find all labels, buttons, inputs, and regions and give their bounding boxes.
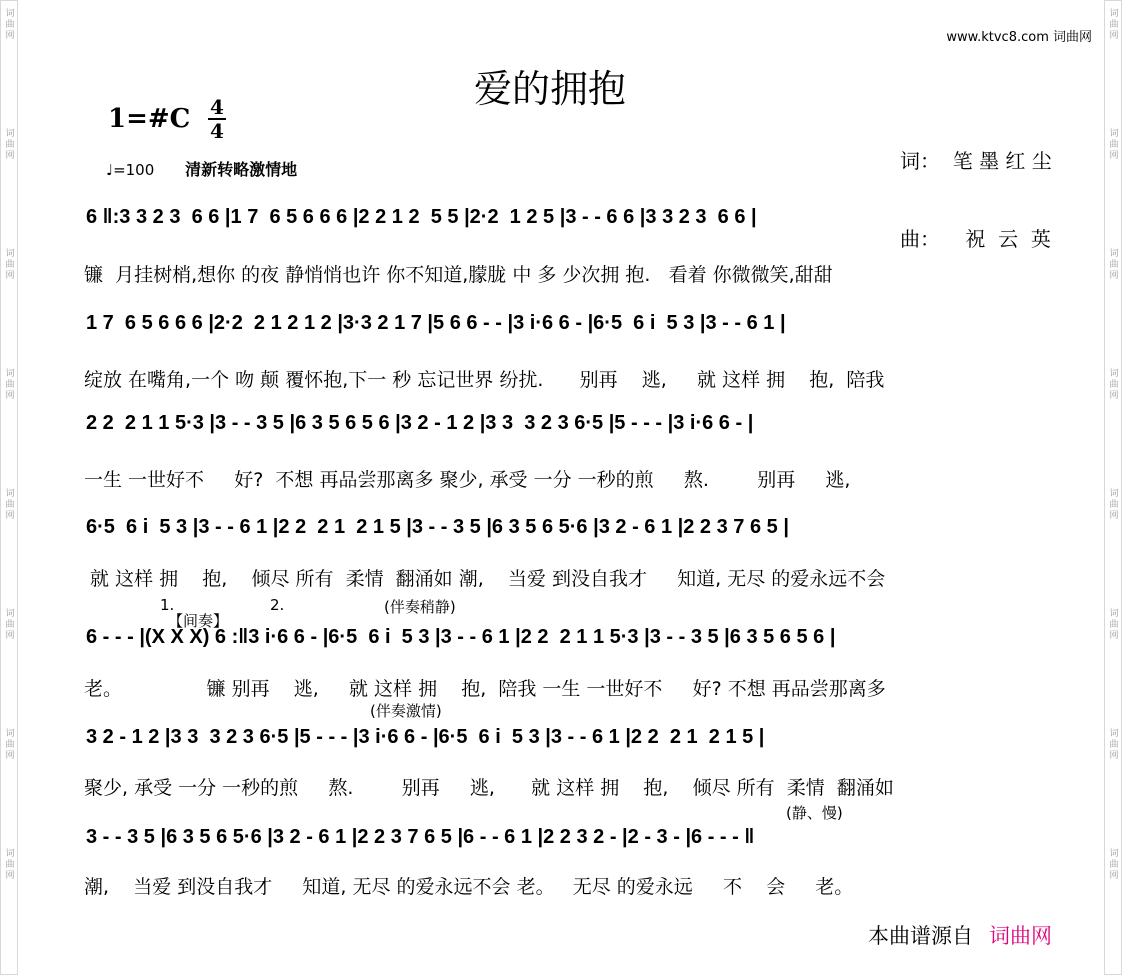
right-watermark-text: 词 曲 网 — [1109, 9, 1119, 41]
source-credit — [868, 920, 1052, 950]
notation-row: 6 ‖:3 3 2 3 6 6 |1 7 6 5 6 6 6 |2 2 1 2 5 5 |2·2 1 2 5 |3 - - 6 6 |3 3 2 3 6 6 | — [86, 206, 757, 228]
left-watermark-text: 词 曲 网 — [5, 369, 15, 401]
time-signature — [206, 96, 228, 142]
source-label: 本曲谱源自 — [868, 924, 973, 948]
lyric-row: 潮, 当爱 到没自我才 知道, 无尽 的爱永远不会 老。 无尽 的爱永远 不 会 老。 — [84, 876, 854, 898]
notation-row: 3 2 - 1 2 |3 3 3 2 3 6·5 |5 - - - |3 i·6 6 - |6·5 6 i 5 3 |3 - - 6 1 |2 2 2 1 2 1 5 | — [86, 726, 765, 748]
left-watermark-strip — [0, 0, 18, 975]
left-watermark-text: 词 曲 网 — [5, 849, 15, 881]
lyricist: 词： 笔 墨 红 尘 — [900, 149, 1052, 173]
volta-1: 1. — [160, 596, 175, 614]
notation-row: 6·5 6 i 5 3 |3 - - 6 1 |2 2 2 1 2 1 5 |3 - - 3 5 |6 3 5 6 5·6 |3 2 - 6 1 |2 2 3 7 6 5 | — [86, 516, 789, 538]
right-watermark-text: 词 曲 网 — [1109, 609, 1119, 641]
lyric-row: 就 这样 拥 抱, 倾尽 所有 柔情 翻涌如 潮, 当爱 到没自我才 知道, 无尽 的爱永远不会 — [84, 568, 886, 590]
left-watermark-text: 词 曲 网 — [5, 609, 15, 641]
song-title: 爱的拥抱 — [473, 67, 626, 111]
notation-row: 2 2 2 1 1 5·3 |3 - - 3 5 |6 3 5 6 5 6 |3 2 - 1 2 |3 3 3 2 3 6·5 |5 - - - |3 i·6 6 - | — [86, 412, 754, 434]
brand-link[interactable]: 词曲网 — [989, 924, 1052, 948]
time-denominator: 4 — [210, 119, 224, 143]
tempo-mark: ♩=100 — [106, 161, 155, 179]
accompaniment-soft: (伴奏稍静) — [384, 598, 456, 616]
quiet-slow-mark: (静、慢) — [786, 804, 843, 822]
composer: 曲： 祝 云 英 — [900, 227, 1051, 251]
site-url[interactable]: www.ktvc8.com 词曲网 — [946, 30, 1092, 45]
right-watermark-text: 词 曲 网 — [1109, 369, 1119, 401]
lyric-row: 一生 一世好不 好? 不想 再品尝那离多 聚少, 承受 一分 一秒的煎 熬. 别再 逃, — [84, 469, 851, 491]
notation-row: 6 - - - |(X X X) 6 :‖3 i·6 6 - |6·5 6 i 5 3 |3 - - 6 1 |2 2 2 1 1 5·3 |3 - - 3 5 |6 3 5 6 5 6 | — [86, 626, 836, 648]
left-watermark-text: 词 曲 网 — [5, 249, 15, 281]
volta-2: 2. — [270, 596, 285, 614]
interlude-label: 【间奏】 — [168, 612, 229, 630]
lyric-row: 聚少, 承受 一分 一秒的煎 熬. 别再 逃, 就 这样 拥 抱, 倾尽 所有 柔情 翻涌如 — [84, 777, 894, 799]
time-numerator: 4 — [210, 95, 224, 119]
right-watermark-text: 词 曲 网 — [1109, 729, 1119, 761]
notation-row: 1 7 6 5 6 6 6 |2·2 2 1 2 1 2 |3·3 2 1 7 |5 6 6 - - |3 i·6 6 - |6·5 6 i 5 3 |3 - - 6 1 | — [86, 312, 786, 334]
lyric-row: 绽放 在嘴角,一个 吻 颠 覆怀抱,下一 秒 忘记世界 纷扰. 别再 逃, 就 这样 拥 抱, 陪我 — [84, 369, 885, 391]
lyric-row: 镰 月挂树梢,想你 的夜 静悄悄也许 你不知道,朦胧 中 多 少次拥 抱. 看着 你微微笑,甜甜 — [84, 264, 833, 286]
key-signature: 1=#C — [108, 104, 191, 134]
lyric-row: 老。 镰 别再 逃, 就 这样 拥 抱, 陪我 一生 一世好不 好? 不想 再品尝那离多 — [84, 678, 886, 700]
left-watermark-text: 词 曲 网 — [5, 9, 15, 41]
notation-row: 3 - - 3 5 |6 3 5 6 5·6 |3 2 - 6 1 |2 2 3 7 6 5 |6 - - 6 1 |2 2 3 2 - |2 - 3 - |6 - - - ‖ — [86, 826, 755, 848]
credits — [900, 96, 1052, 278]
right-watermark-strip — [1104, 0, 1122, 975]
right-watermark-text: 词 曲 网 — [1109, 129, 1119, 161]
right-watermark-text: 词 曲 网 — [1109, 249, 1119, 281]
left-watermark-text: 词 曲 网 — [5, 729, 15, 761]
tempo-line — [106, 157, 297, 180]
right-watermark-text: 词 曲 网 — [1109, 489, 1119, 521]
left-watermark-text: 词 曲 网 — [5, 129, 15, 161]
right-watermark-text: 词 曲 网 — [1109, 849, 1119, 881]
left-watermark-text: 词 曲 网 — [5, 489, 15, 521]
accompaniment-intense: (伴奏激情) — [370, 702, 442, 720]
expression-mark: 清新转略激情地 — [185, 160, 298, 179]
